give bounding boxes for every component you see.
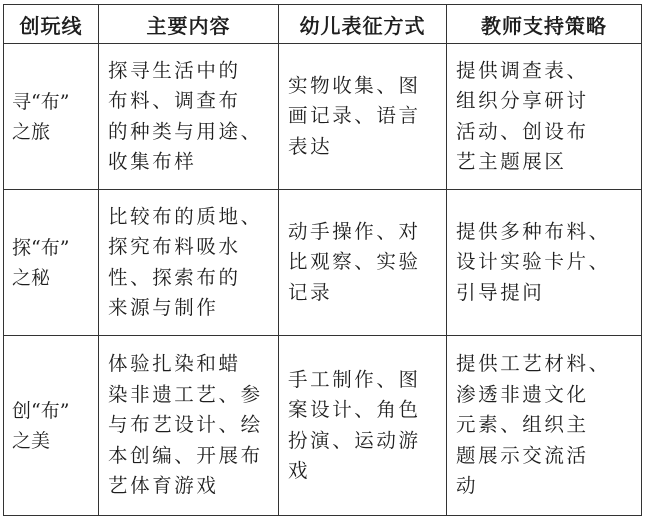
support-text: 设计实验卡片、 <box>456 250 611 274</box>
content-cell <box>99 44 279 190</box>
content-text: 体验扎染和蜡 <box>108 352 241 376</box>
header-content: 主要内容 <box>99 5 279 44</box>
support-text: 艺主题展区 <box>456 150 567 173</box>
content-text: 探寻生活中的 <box>108 58 241 82</box>
curriculum-table <box>3 4 642 516</box>
support-text: 提供工艺材料、 <box>456 352 611 376</box>
support-text: 动 <box>456 474 479 498</box>
line-cell <box>4 336 99 516</box>
content-text: 染非遗工艺、参 <box>108 382 263 406</box>
representation-cell <box>279 336 447 516</box>
representation-text: 表达 <box>288 134 333 158</box>
representation-cell <box>279 44 447 190</box>
table-row <box>4 44 642 190</box>
support-cell <box>447 190 642 336</box>
support-text: 提供多种布料、 <box>456 219 611 243</box>
representation-text: 实物收集、图 <box>288 73 421 97</box>
header-representation: 幼儿表征方式 <box>279 5 447 44</box>
support-text: 渗透非遗文化 <box>456 382 589 406</box>
content-text: 收集布样 <box>108 150 197 173</box>
representation-text: 记录 <box>288 280 333 304</box>
representation-text: 扮演、运动游 <box>288 428 421 452</box>
line-text: 寻“布” <box>12 90 70 113</box>
support-text: 题展示交流活 <box>456 443 589 467</box>
support-text: 元素、组织主 <box>456 413 589 437</box>
content-cell <box>99 190 279 336</box>
content-text: 探究布料吸水 <box>108 235 241 258</box>
content-text: 的种类与用途、 <box>108 119 263 143</box>
support-cell <box>447 44 642 190</box>
content-text: 本创编、开展布 <box>108 443 263 467</box>
content-text: 艺体育游戏 <box>108 474 219 498</box>
content-cell <box>99 336 279 516</box>
line-cell <box>4 44 99 190</box>
table-row <box>4 190 642 336</box>
content-text: 比较布的质地、 <box>108 204 263 228</box>
support-text: 组织分享研讨 <box>456 89 589 112</box>
line-text: 之秘 <box>12 266 51 289</box>
content-text: 布料、调查布 <box>108 89 241 112</box>
line-text: 之美 <box>12 429 51 452</box>
content-text: 来源与制作 <box>108 296 219 319</box>
header-support: 教师支持策略 <box>447 5 642 44</box>
representation-cell <box>279 190 447 336</box>
representation-text: 画记录、语言 <box>288 104 421 128</box>
table-row <box>4 336 642 516</box>
support-cell <box>447 336 642 516</box>
header-row <box>4 5 642 44</box>
representation-text: 手工制作、图 <box>288 367 421 391</box>
representation-text: 动手操作、对 <box>288 219 421 243</box>
line-text: 探“布” <box>12 236 70 259</box>
representation-text: 比观察、实验 <box>288 250 421 274</box>
representation-text: 案设计、角色 <box>288 398 421 421</box>
line-text: 之旅 <box>12 120 51 143</box>
support-text: 提供调查表、 <box>456 58 589 82</box>
representation-text: 戏 <box>288 459 311 482</box>
line-cell <box>4 190 99 336</box>
header-line: 创玩线 <box>4 5 99 44</box>
support-text: 活动、创设布 <box>456 119 589 143</box>
line-text: 创“布” <box>12 399 70 422</box>
content-text: 性、探索布的 <box>108 265 241 289</box>
content-text: 与布艺设计、绘 <box>108 413 263 437</box>
support-text: 引导提问 <box>456 280 545 304</box>
